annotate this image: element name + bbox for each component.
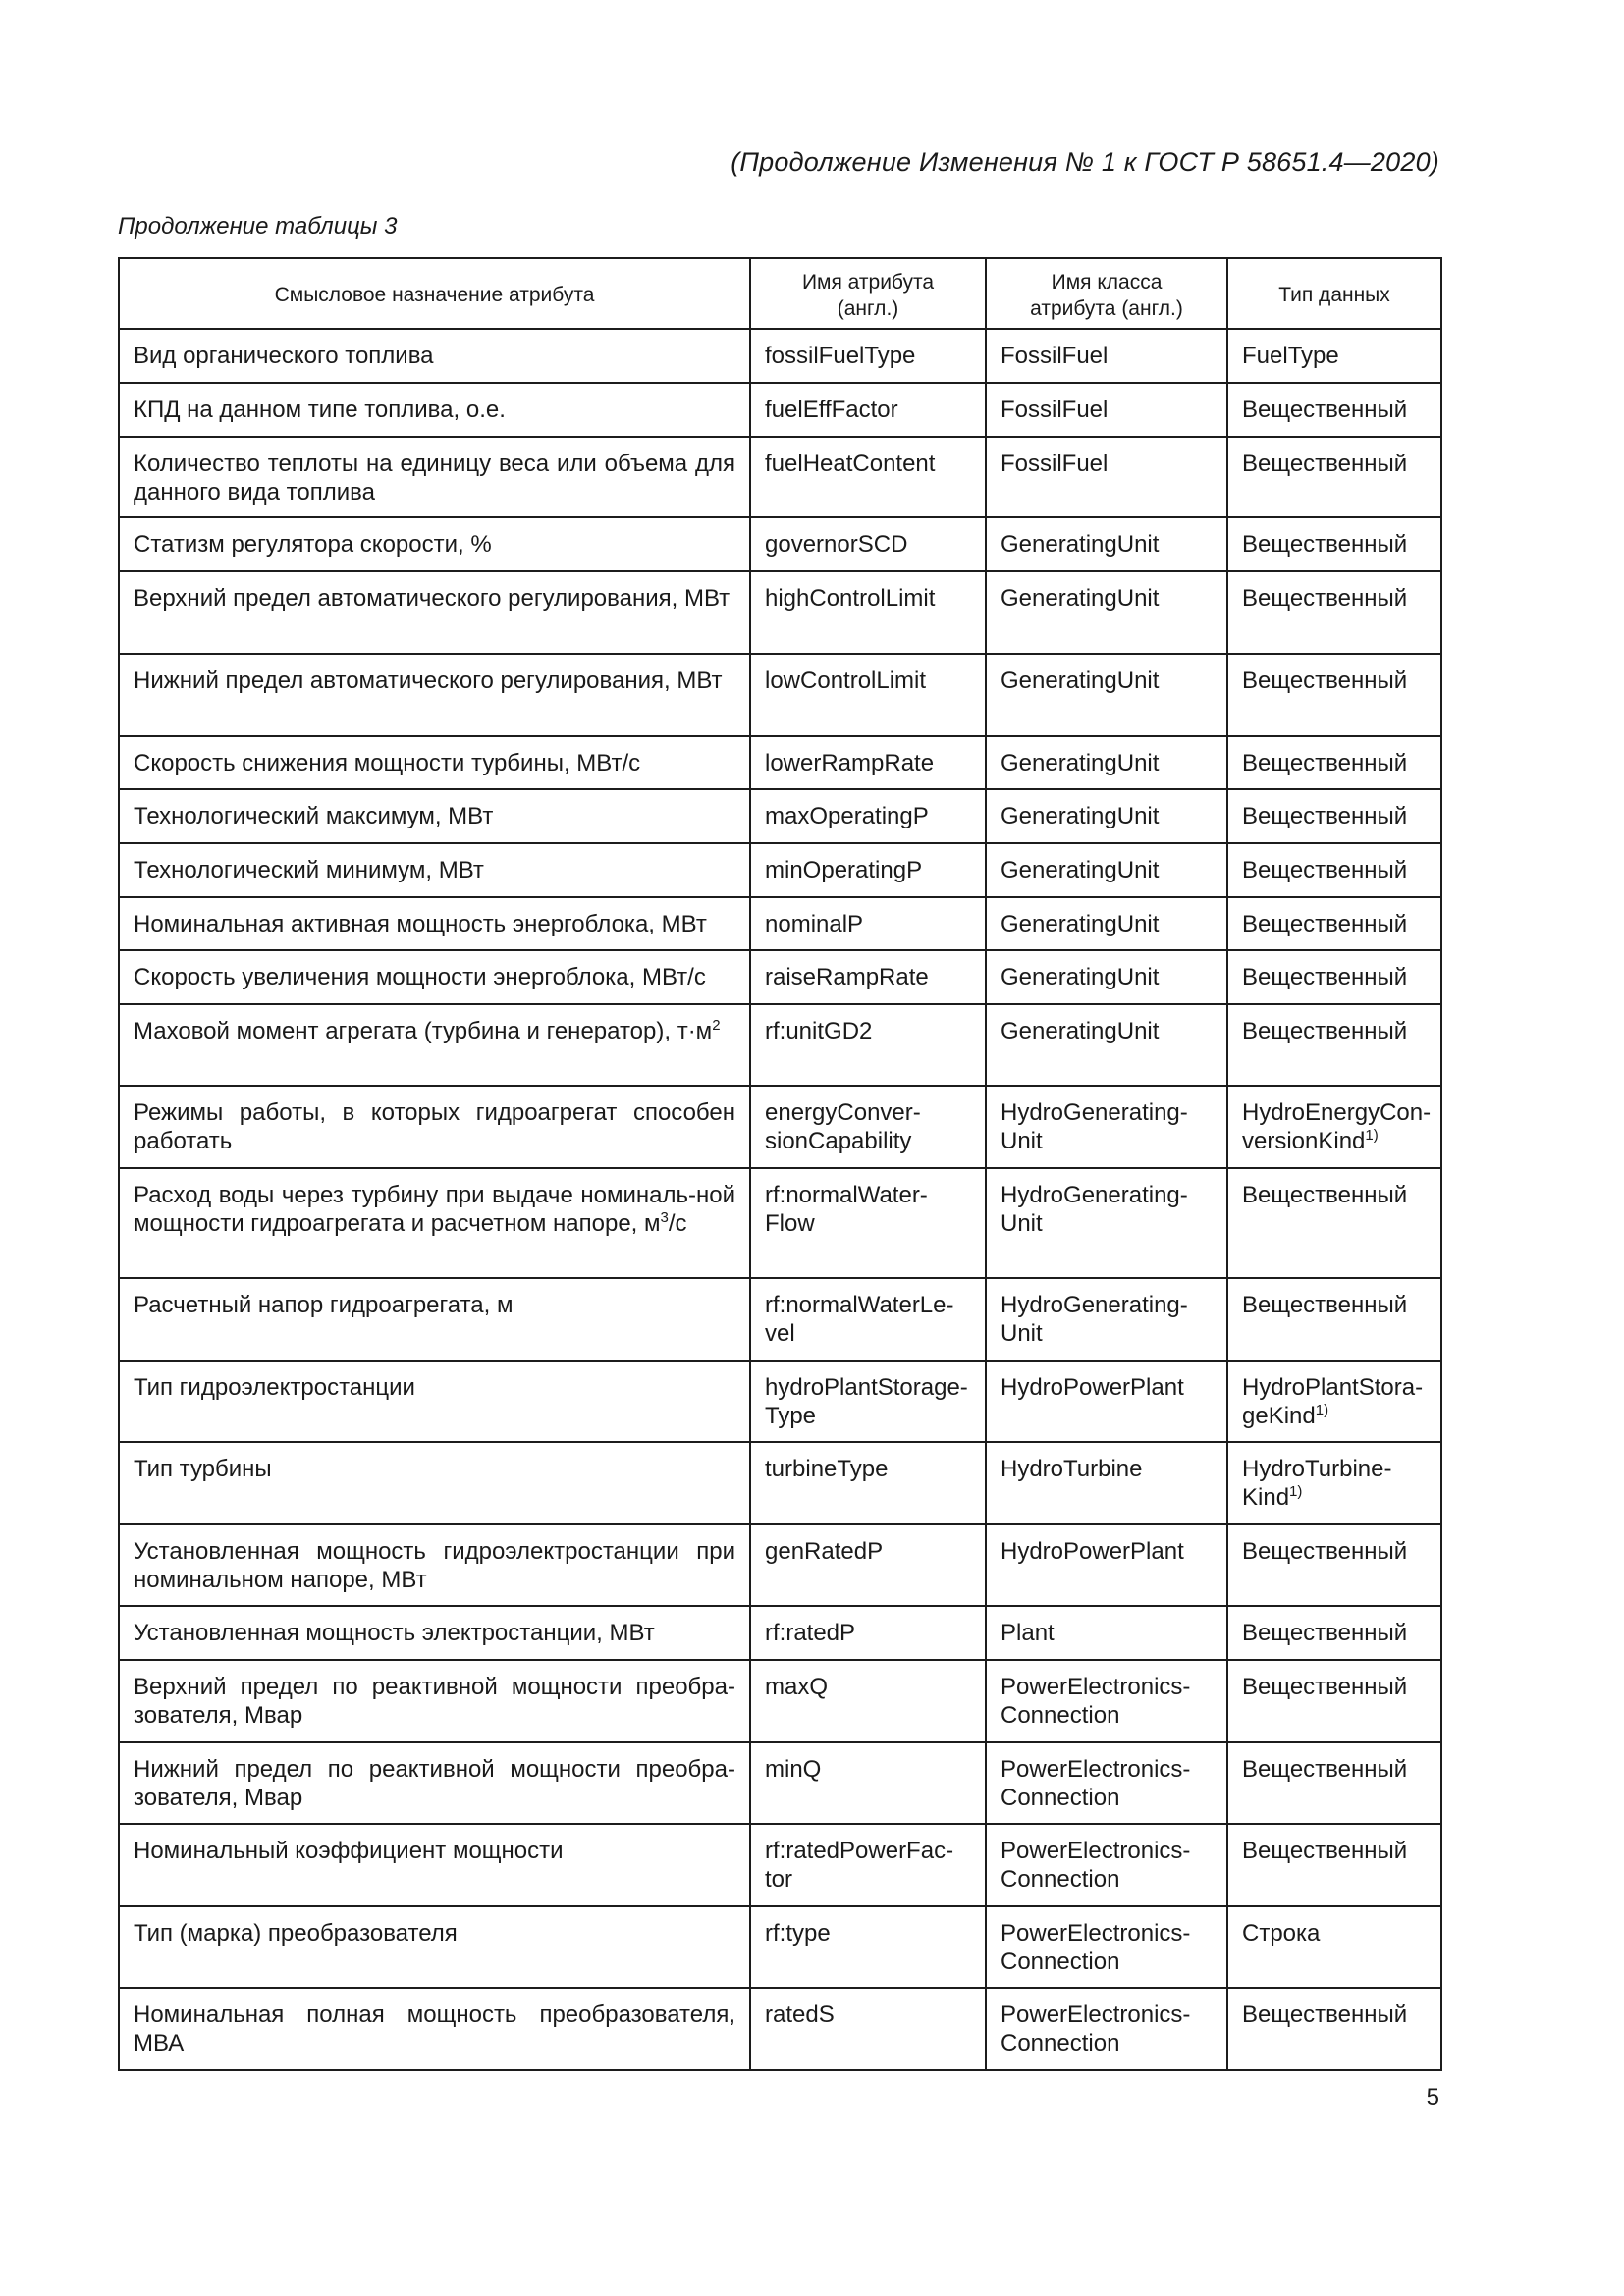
meaning-text: Скорость увеличения мощности энергоблока, МВт/с	[134, 964, 706, 990]
cell-class-name: HydroPowerPlant	[986, 1524, 1227, 1606]
cell-class-name: FossilFuel	[986, 383, 1227, 437]
data-type-text: Строка	[1242, 1920, 1321, 1947]
cell-attribute-name: nominalP	[750, 897, 986, 950]
cell-data-type	[1227, 437, 1441, 517]
cell-meaning	[119, 329, 750, 383]
cell-attribute-name: rf:unitGD2	[750, 1004, 986, 1086]
meaning-text: Режимы работы, в которых гидроагрегат способен работать	[134, 1099, 735, 1154]
cell-class-name: GeneratingUnit	[986, 843, 1227, 897]
data-type-text: Вещественный	[1242, 1838, 1408, 1864]
header-row	[119, 258, 1441, 329]
cell-attribute-name: raiseRampRate	[750, 950, 986, 1004]
table-row	[119, 1606, 1441, 1660]
cell-meaning	[119, 1278, 750, 1361]
table-row	[119, 1988, 1441, 2070]
cell-data-type	[1227, 1660, 1441, 1742]
data-type-text: Вещественный	[1242, 531, 1408, 558]
cell-meaning	[119, 1442, 750, 1524]
cell-meaning	[119, 571, 750, 654]
cell-meaning	[119, 517, 750, 571]
table-row	[119, 897, 1441, 950]
cell-data-type	[1227, 789, 1441, 843]
cell-class-name: GeneratingUnit	[986, 950, 1227, 1004]
cell-data-type	[1227, 1524, 1441, 1606]
data-type-text: Вещественный	[1242, 585, 1408, 612]
cell-data-type	[1227, 1824, 1441, 1906]
cell-attribute-name: genRatedP	[750, 1524, 986, 1606]
table-header	[119, 258, 1441, 329]
cell-class-name: HydroTurbine	[986, 1442, 1227, 1524]
cell-attribute-name: fuelEffFactor	[750, 383, 986, 437]
cell-class-name: GeneratingUnit	[986, 517, 1227, 571]
cell-attribute-name: rf:ratedP	[750, 1606, 986, 1660]
meaning-text: Нижний предел по реактивной мощности преобра-зователя, Мвар	[134, 1756, 735, 1811]
cell-meaning	[119, 1361, 750, 1442]
cell-class-name: GeneratingUnit	[986, 654, 1227, 736]
cell-class-name: FossilFuel	[986, 329, 1227, 383]
cell-data-type	[1227, 1988, 1441, 2070]
table-row	[119, 789, 1441, 843]
meaning-text: Номинальная полная мощность преобразователя, МВА	[134, 2002, 735, 2056]
cell-data-type	[1227, 517, 1441, 571]
cell-data-type	[1227, 843, 1441, 897]
cell-attribute-name: rf:normalWaterLe- vel	[750, 1278, 986, 1361]
cell-data-type	[1227, 736, 1441, 789]
cell-class-name: HydroGenerating- Unit	[986, 1168, 1227, 1278]
cell-attribute-name: fuelHeatContent	[750, 437, 986, 517]
meaning-text: Маховой момент агрегата (турбина и генератор), т·м	[134, 1018, 713, 1044]
cell-attribute-name: rf:ratedPowerFac- tor	[750, 1824, 986, 1906]
cell-meaning	[119, 1524, 750, 1606]
cell-data-type	[1227, 654, 1441, 736]
data-type-text: Вещественный	[1242, 1018, 1408, 1044]
table-row	[119, 1004, 1441, 1086]
cell-meaning	[119, 1988, 750, 2070]
cell-meaning	[119, 654, 750, 736]
cell-attribute-name: turbineType	[750, 1442, 986, 1524]
meaning-text: Тип (марка) преобразователя	[134, 1920, 458, 1947]
cell-meaning	[119, 1004, 750, 1086]
meaning-text: Скорость снижения мощности турбины, МВт/с	[134, 750, 641, 776]
cell-attribute-name: highControlLimit	[750, 571, 986, 654]
meaning-superscript: 2	[712, 1017, 721, 1034]
cell-meaning	[119, 437, 750, 517]
cell-data-type	[1227, 897, 1441, 950]
cell-meaning	[119, 1606, 750, 1660]
data-type-text: HydroEnergyCon- versionKind	[1242, 1099, 1432, 1154]
cell-meaning	[119, 1824, 750, 1906]
cell-attribute-name: maxOperatingP	[750, 789, 986, 843]
table-caption: Продолжение таблицы 3	[118, 213, 398, 240]
cell-class-name: GeneratingUnit	[986, 571, 1227, 654]
data-type-text: Вещественный	[1242, 964, 1408, 990]
meaning-text: Номинальная активная мощность энергоблока, МВт	[134, 911, 707, 937]
meaning-superscript: 3	[660, 1209, 669, 1226]
meaning-tail: /с	[668, 1210, 687, 1237]
table-row	[119, 1742, 1441, 1824]
cell-attribute-name: minOperatingP	[750, 843, 986, 897]
meaning-text: Расчетный напор гидроагрегата, м	[134, 1292, 514, 1318]
meaning-text: Тип турбины	[134, 1456, 272, 1482]
cell-attribute-name: minQ	[750, 1742, 986, 1824]
footnote-marker: 1)	[1315, 1402, 1329, 1418]
cell-class-name: GeneratingUnit	[986, 1004, 1227, 1086]
cell-meaning	[119, 1742, 750, 1824]
meaning-text: Установленная мощность электростанции, МВт	[134, 1620, 655, 1646]
table-row	[119, 654, 1441, 736]
cell-class-name: Plant	[986, 1606, 1227, 1660]
meaning-text: Технологический минимум, МВт	[134, 857, 484, 883]
cell-meaning	[119, 843, 750, 897]
meaning-text: Тип гидроэлектростанции	[134, 1374, 415, 1401]
cell-meaning	[119, 1906, 750, 1988]
cell-data-type	[1227, 950, 1441, 1004]
page-number: 5	[1426, 2084, 1439, 2110]
cell-attribute-name: hydroPlantStorage- Type	[750, 1361, 986, 1442]
cell-meaning	[119, 1168, 750, 1278]
cell-class-name: GeneratingUnit	[986, 897, 1227, 950]
cell-data-type	[1227, 1086, 1441, 1168]
cell-meaning	[119, 950, 750, 1004]
attributes-table	[118, 257, 1442, 2071]
table-row	[119, 571, 1441, 654]
data-type-text: Вещественный	[1242, 911, 1408, 937]
meaning-text: Установленная мощность гидроэлектростанции при номинальном напоре, МВт	[134, 1538, 735, 1593]
data-type-text: Вещественный	[1242, 451, 1408, 477]
data-type-text: Вещественный	[1242, 1182, 1408, 1208]
cell-class-name: GeneratingUnit	[986, 736, 1227, 789]
cell-class-name: HydroGenerating- Unit	[986, 1278, 1227, 1361]
data-type-text: Вещественный	[1242, 1756, 1408, 1783]
header-data-type: Тип данных	[1227, 258, 1441, 329]
data-type-text: Вещественный	[1242, 857, 1408, 883]
cell-class-name: PowerElectronics- Connection	[986, 1742, 1227, 1824]
data-type-text: Вещественный	[1242, 397, 1408, 423]
cell-data-type	[1227, 1742, 1441, 1824]
table-row	[119, 383, 1441, 437]
cell-class-name: PowerElectronics- Connection	[986, 1660, 1227, 1742]
cell-attribute-name: ratedS	[750, 1988, 986, 2070]
data-type-text: Вещественный	[1242, 1674, 1408, 1700]
data-type-text: FuelType	[1242, 343, 1339, 369]
table-row	[119, 329, 1441, 383]
data-type-text: Вещественный	[1242, 1538, 1408, 1565]
footnote-marker: 1)	[1289, 1483, 1303, 1500]
footnote-marker: 1)	[1365, 1127, 1379, 1144]
cell-data-type	[1227, 1168, 1441, 1278]
table-row	[119, 1361, 1441, 1442]
data-type-text: Вещественный	[1242, 2002, 1408, 2028]
cell-attribute-name: maxQ	[750, 1660, 986, 1742]
cell-class-name: GeneratingUnit	[986, 789, 1227, 843]
table-row	[119, 1824, 1441, 1906]
data-type-text: HydroPlantStora- geKind	[1242, 1374, 1424, 1429]
cell-data-type	[1227, 1004, 1441, 1086]
table-row	[119, 736, 1441, 789]
data-type-text: Вещественный	[1242, 750, 1408, 776]
cell-data-type	[1227, 1606, 1441, 1660]
cell-attribute-name: lowerRampRate	[750, 736, 986, 789]
cell-class-name: HydroPowerPlant	[986, 1361, 1227, 1442]
table-row	[119, 843, 1441, 897]
cell-meaning	[119, 1086, 750, 1168]
cell-data-type	[1227, 1278, 1441, 1361]
table-row	[119, 950, 1441, 1004]
cell-meaning	[119, 1660, 750, 1742]
table-row	[119, 1524, 1441, 1606]
cell-class-name: PowerElectronics- Connection	[986, 1824, 1227, 1906]
cell-attribute-name: rf:normalWater- Flow	[750, 1168, 986, 1278]
cell-data-type	[1227, 1442, 1441, 1524]
cell-attribute-name: governorSCD	[750, 517, 986, 571]
data-type-text: Вещественный	[1242, 667, 1408, 694]
meaning-text: Верхний предел автоматического регулирования, МВт	[134, 585, 731, 612]
header-class-name: Имя класса атрибута (англ.)	[986, 258, 1227, 329]
cell-data-type	[1227, 383, 1441, 437]
table-body	[119, 329, 1441, 2070]
meaning-text: Расход воды через турбину при выдаче номиналь-ной мощности гидроагрегата и расчетном напоре, м	[134, 1182, 735, 1237]
cell-attribute-name: fossilFuelType	[750, 329, 986, 383]
data-type-text: Вещественный	[1242, 1620, 1408, 1646]
table-row	[119, 517, 1441, 571]
meaning-text: КПД на данном типе топлива, о.е.	[134, 397, 506, 423]
cell-data-type	[1227, 1906, 1441, 1988]
table-row	[119, 1086, 1441, 1168]
cell-meaning	[119, 736, 750, 789]
data-type-text: HydroTurbine- Kind	[1242, 1456, 1392, 1511]
cell-meaning	[119, 897, 750, 950]
data-type-text: Вещественный	[1242, 1292, 1408, 1318]
meaning-text: Количество теплоты на единицу веса или объема для данного вида топлива	[134, 451, 735, 506]
cell-data-type	[1227, 1361, 1441, 1442]
table-row	[119, 1442, 1441, 1524]
amendment-header-note: (Продолжение Изменения № 1 к ГОСТ Р 58651.4—2020)	[731, 147, 1439, 177]
table-row	[119, 1660, 1441, 1742]
meaning-text: Технологический максимум, МВт	[134, 803, 494, 829]
cell-meaning	[119, 383, 750, 437]
header-meaning: Смысловое назначение атрибута	[119, 258, 750, 329]
cell-attribute-name: lowControlLimit	[750, 654, 986, 736]
meaning-text: Номинальный коэффициент мощности	[134, 1838, 564, 1864]
table-row	[119, 437, 1441, 517]
cell-class-name: PowerElectronics- Connection	[986, 1906, 1227, 1988]
cell-meaning	[119, 789, 750, 843]
meaning-text: Статизм регулятора скорости, %	[134, 531, 492, 558]
meaning-text: Вид органического топлива	[134, 343, 434, 369]
cell-class-name: PowerElectronics- Connection	[986, 1988, 1227, 2070]
table-row	[119, 1168, 1441, 1278]
meaning-text: Нижний предел автоматического регулирования, МВт	[134, 667, 723, 694]
table-row	[119, 1278, 1441, 1361]
meaning-text: Верхний предел по реактивной мощности преобра-зователя, Мвар	[134, 1674, 735, 1729]
table-row	[119, 1906, 1441, 1988]
cell-class-name: FossilFuel	[986, 437, 1227, 517]
cell-class-name: HydroGenerating- Unit	[986, 1086, 1227, 1168]
cell-attribute-name: rf:type	[750, 1906, 986, 1988]
header-attribute-name: Имя атрибута (англ.)	[750, 258, 986, 329]
data-type-text: Вещественный	[1242, 803, 1408, 829]
cell-data-type	[1227, 329, 1441, 383]
cell-attribute-name: energyConver- sionCapability	[750, 1086, 986, 1168]
cell-data-type	[1227, 571, 1441, 654]
